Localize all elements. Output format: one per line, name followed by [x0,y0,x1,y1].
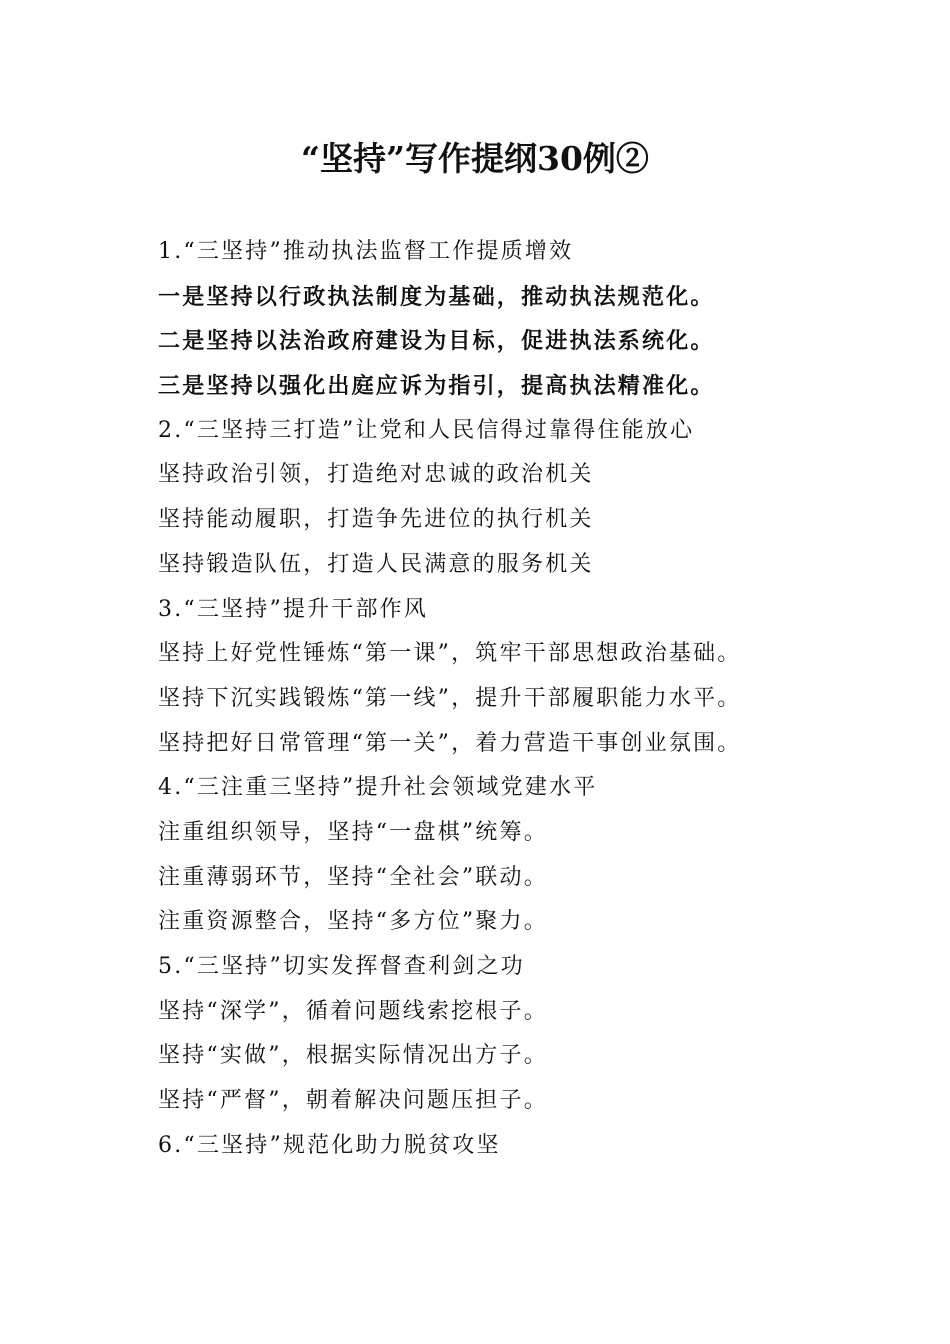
body-line: 坚持政治引领，打造绝对忠诚的政治机关 [158,462,594,488]
section-heading: 2.“三坚持三打造”让党和人民信得过靠得住能放心 [158,417,695,443]
body-line: 坚持“严督”，朝着解决问题压担子。 [158,1088,548,1114]
body-line: 坚持“实做”，根据实际情况出方子。 [158,1043,548,1069]
body-line: 坚持能动履职，打造争先进位的执行机关 [158,507,594,533]
section-heading: 1.“三坚持”推动执法监督工作提质增效 [158,239,574,264]
body-line: 坚持“深学”，循着问题线索挖根子。 [158,998,548,1024]
body-line: 注重薄弱环节，坚持“全社会”联动。 [158,864,548,890]
section-heading: 3.“三坚持”提升干部作风 [158,596,429,622]
body-line: 坚持锻造队伍，打造人民满意的服务机关 [158,551,594,577]
body-line: 注重组织领导，坚持“一盘棋”统筹。 [158,819,548,845]
body-line: 一是坚持以行政执法制度为基础，推动执法规范化。 [158,283,715,310]
document-title: “坚持”写作提纲30例② [301,139,649,178]
body-line: 三是坚持以强化出庭应诉为指引，提高执法精准化。 [158,373,715,400]
body-line: 二是坚持以法治政府建设为目标，促进执法系统化。 [158,328,715,355]
section-heading: 5.“三坚持”切实发挥督查利剑之功 [158,954,525,979]
body-line: 坚持把好日常管理“第一关”，着力营造干事创业氛围。 [158,730,742,756]
document-body [158,230,858,1168]
body-line: 坚持上好党性锤炼“第一课”，筑牢干部思想政治基础。 [158,641,742,667]
section-heading: 6.“三坚持”规范化助力脱贫攻坚 [158,1132,501,1158]
section-heading: 4.“三注重三坚持”提升社会领域党建水平 [158,775,598,801]
body-line: 坚持下沉实践锻炼“第一线”，提升干部履职能力水平。 [158,685,742,711]
body-line: 注重资源整合，坚持“多方位”聚力。 [158,909,548,935]
